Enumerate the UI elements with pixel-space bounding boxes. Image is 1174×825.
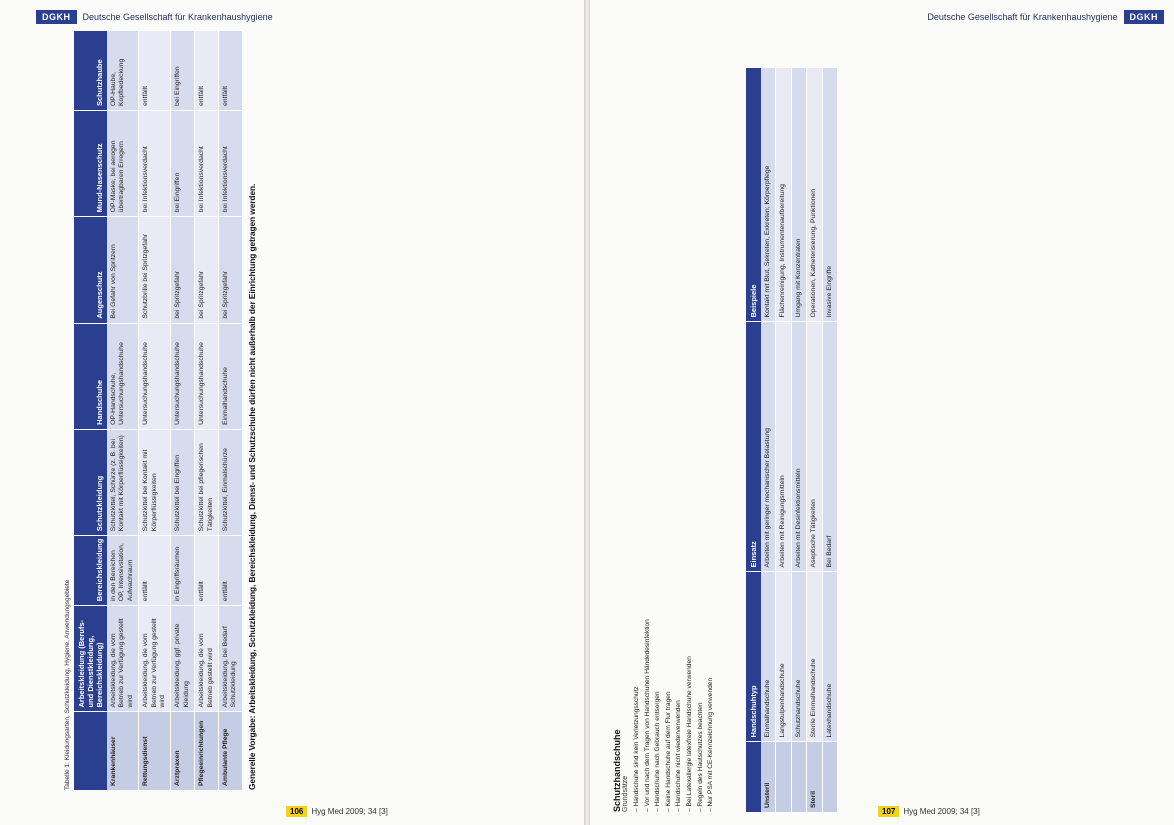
column-header: Mund-Nasenschutz	[74, 111, 107, 217]
principle-item: – Nur PSA mit CE-Kennzeichnung verwenden	[706, 652, 717, 812]
table-cell: bei Spritzgefahr	[171, 217, 195, 323]
table-cell: entfällt	[139, 536, 171, 606]
gloves-header-row	[746, 68, 761, 813]
left-folio	[286, 806, 388, 817]
page-number: 106	[286, 806, 307, 817]
row-label: Pflegeeinrichtungen	[195, 712, 219, 790]
column-header	[746, 742, 761, 812]
table-row	[822, 68, 837, 813]
table-row	[195, 31, 219, 791]
table-cell: Untersuchungshandschuhe	[195, 323, 219, 429]
example-cell: Invasive Eingriffe	[822, 68, 837, 323]
section-subtitle: Grundsätze	[622, 775, 629, 812]
column-header: Beispiele	[746, 68, 761, 323]
category-cell: Unsteril	[761, 742, 776, 812]
table-row	[807, 68, 822, 813]
clothing-table-block	[64, 30, 257, 790]
table-row	[219, 31, 243, 791]
example-cell: Operationen, Katheterisierung, Punktionen	[807, 68, 822, 323]
table-cell: bei Spritzgefahr	[195, 217, 219, 323]
table-cell: Untersuchungshandschuhe	[171, 323, 195, 429]
glove-type-cell: Schutzhandschuhe	[791, 572, 806, 742]
table-cell: Einmalhandschuhe	[219, 323, 243, 429]
table-cell: Schutzkittel bei Kontakt mit Körperflüssigkeiten	[139, 429, 171, 535]
left-running-header	[36, 8, 273, 26]
usage-cell: Arbeiten mit geringer mechanischer Belastung	[761, 322, 776, 572]
example-cell: Umgang mit Konzentraten	[791, 68, 806, 323]
left-page	[0, 0, 584, 825]
table-cell: bei Infektionsverdacht	[195, 111, 219, 217]
column-header: Schutzhaube	[74, 31, 107, 111]
dgkh-logo: DGKH	[1124, 10, 1165, 24]
table-cell: bei Eingriffen	[171, 31, 195, 111]
table-cell: OP-Handschuhe, Untersuchungshandschuhe	[107, 323, 139, 429]
usage-cell: Bei Bedarf	[822, 322, 837, 572]
table-cell: Schutzkittel bei pflegerischen Tätigkeiten	[195, 429, 219, 535]
table-cell: Arbeitskleidung, die vom Betrieb gestellt wird	[195, 606, 219, 712]
principle-item: – Regeln des Hautschutzes beachten	[696, 652, 707, 812]
table-cell: Schutzbrille bei Spritzgefahr	[139, 217, 171, 323]
table-body	[107, 31, 242, 791]
category-cell	[791, 742, 806, 812]
right-page	[590, 0, 1174, 825]
table-cell: bei Infektionsverdacht	[139, 111, 171, 217]
table-cell: entfällt	[195, 31, 219, 111]
usage-cell: Arbeiten mit Desinfektionsmitteln	[791, 322, 806, 572]
section-title: Schutzhandschuhe	[612, 729, 622, 812]
usage-cell: Aseptische Tätigkeiten	[807, 322, 822, 572]
table-cell: Arbeitskleidung, die vom Betrieb zur Verfügung gestellt wird	[107, 606, 139, 712]
table-cell: Arbeitskleidung, die vom Betrieb zur Verfügung gestellt wird	[139, 606, 171, 712]
table-cell: in Eingriffsräumen	[171, 536, 195, 606]
column-header	[74, 712, 107, 790]
column-header: Augenschutz	[74, 217, 107, 323]
society-title: Deutsche Gesellschaft für Krankenhaushygiene	[927, 12, 1118, 22]
gloves-principles	[612, 619, 717, 812]
table-cell: entfällt	[219, 31, 243, 111]
principle-item: – Vor und nach dem Tragen von Handschuhen Händedesinfektion	[643, 652, 654, 812]
table-cell: Bei Gefahr von Spritzern	[107, 217, 139, 323]
usage-cell: Arbeiten mit Reinigungsmitteln	[776, 322, 791, 572]
page-number: 107	[878, 806, 899, 817]
table-cell: entfällt	[195, 536, 219, 606]
table-row	[171, 31, 195, 791]
table-cell: Arbeitskleidung, bei Bedarf Schutzkleidung	[219, 606, 243, 712]
example-cell: Flächenreinigung, Instrumentenaufbereitung	[776, 68, 791, 323]
column-header: Einsatz	[746, 322, 761, 572]
principle-item: – Handschuhe nicht wiederverwenden	[674, 652, 685, 812]
row-label: Rettungsdienst	[139, 712, 171, 790]
table-cell: Schutzkittel, Einmalschürze	[219, 429, 243, 535]
gloves-table-body	[761, 68, 838, 813]
table-cell: Untersuchungshandschuhe	[139, 323, 171, 429]
table-cell: in den Bereichen OP, Intensivstation, Aufwachraum	[107, 536, 139, 606]
example-cell: Kontakt mit Blut, Sekreten, Exkreten; Körperpflege	[761, 68, 776, 323]
category-cell	[822, 742, 837, 812]
table-row	[776, 68, 791, 813]
table-cell: entfällt	[139, 31, 171, 111]
right-folio	[878, 806, 980, 817]
glove-type-cell: Sterile Einmalhandschuhe	[807, 572, 822, 742]
table-header-row	[74, 31, 107, 791]
row-label: Ambulante Pflege	[219, 712, 243, 790]
gloves-table	[746, 67, 838, 812]
table-row	[791, 68, 806, 813]
column-header: Schutzkleidung	[74, 429, 107, 535]
table-cell: Schutzkittel bei Eingriffen	[171, 429, 195, 535]
clothing-table	[74, 30, 243, 790]
category-cell	[776, 742, 791, 812]
table-cell: OP-Maske, bei aerogen übertragbaren Erregern	[107, 111, 139, 217]
principle-item: – Handschuhe sind kein Verletzungsschutz	[632, 652, 643, 812]
table-cell: bei Infektionsverdacht	[219, 111, 243, 217]
column-header: Handschuhtyp	[746, 572, 761, 742]
journal-citation: Hyg Med 2009; 34 [3]	[903, 807, 980, 816]
right-running-header	[927, 8, 1164, 26]
glove-type-cell: Latexhandschuhe	[822, 572, 837, 742]
general-rule-note: Generelle Vorgabe: Arbeitskleidung, Schutzkleidung, Bereichskleidung, Dienst- und Schutzschuhe dürfen nicht außerhalb der Einrichtung getragen werden.	[246, 183, 257, 790]
row-label: Arztpraxen	[171, 712, 195, 790]
table-cell: bei Spritzgefahr	[219, 217, 243, 323]
category-cell: Steril	[807, 742, 822, 812]
column-header: Arbeitskleidung (Berufs- und Dienstkleidung, Bereichskleidung)	[74, 606, 107, 712]
dgkh-logo: DGKH	[36, 10, 77, 24]
society-title: Deutsche Gesellschaft für Krankenhaushygiene	[82, 12, 273, 22]
table-caption: Tabelle 1: Kleidungsarten, Schutzkleidung, Hygiene, Anwendungsgebiete	[64, 579, 71, 790]
principle-item: – Handschuhe nach Gebrauch entsorgen	[653, 652, 664, 812]
gloves-table-block	[746, 67, 838, 812]
table-row	[107, 31, 139, 791]
table-cell: entfällt	[219, 536, 243, 606]
principles-list	[632, 619, 717, 812]
journal-citation: Hyg Med 2009; 34 [3]	[311, 807, 388, 816]
column-header: Handschuhe	[74, 323, 107, 429]
table-row	[761, 68, 776, 813]
table-row	[139, 31, 171, 791]
principle-item: – Bei Latexallergie latexfreie Handschuhe verwenden	[685, 652, 696, 812]
table-cell: Arbeitskleidung, ggf. private Kleidung	[171, 606, 195, 712]
glove-type-cell: Einmalhandschuhe	[761, 572, 776, 742]
column-header: Bereichskleidung	[74, 536, 107, 606]
principle-item: – Keine Handschuhe auf dem Flur tragen	[664, 652, 675, 812]
glove-type-cell: Langstulpenhandschuhe	[776, 572, 791, 742]
table-cell: OP-Haube, Kopfbedeckung	[107, 31, 139, 111]
row-label: Krankenhäuser	[107, 712, 139, 790]
table-cell: Schutzkittel, Schürze (z. B. bei Kontakt mit Körperflüssigkeiten)	[107, 429, 139, 535]
table-cell: bei Eingriffen	[171, 111, 195, 217]
